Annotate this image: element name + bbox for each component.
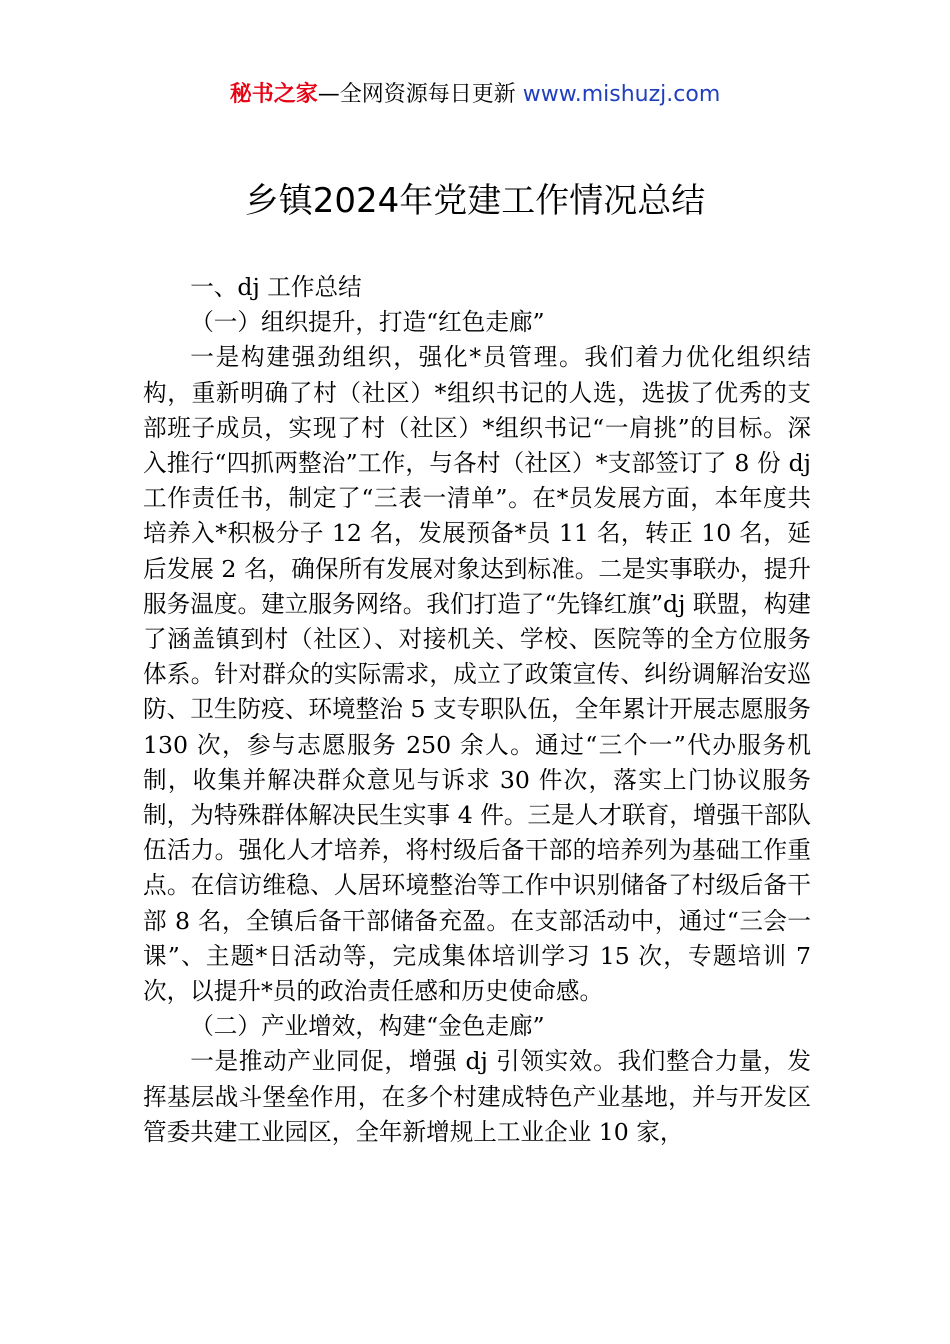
paragraph-2: 一是推动产业同促，增强 dj 引领实效。我们整合力量，发挥基层战斗堡垒作用，在多个村建成特色产业基地，并与开发区管委共建工业园区，全年新增规上工业企业 10 家， xyxy=(143,1047,811,1146)
paragraph-1: 一是构建强劲组织，强化*员管理。我们着力优化组织结构，重新明确了村（社区）*组织书记的人选，选拔了优秀的支部班子成员，实现了村（社区）*组织书记“一肩挑”的目标。深入推行“四抓两整治”工作，与各村（社区）*支部签订了 8 份 dj 工作责任书，制定了“三表一清单”。在*员发展方面，本年度共培养入*积极分子 12 名，发展预备*员 11 名，转正 10 名，延后发展 2 名，确保所有发展对象达到标准。二是实事联办，提升服务温度。建立服务网络。我们打造了“先锋红旗”dj 联盟，构建了涵盖镇到村（社区）、对接机关、学校、医院等的全方位服务体系。针对群众的实际需求，成立了政策宣传、纠纷调解治安巡防、卫生防疫、环境整治 5 支专职队伍，全年累计开展志愿服务 130 次，参与志愿服务 250 余人。通过“三个一”代办服务机制，收集并解决群众意见与诉求 30 件次，落实上门协议服务制，为特殊群体解决民生实事 4 件。三是人才联育，增强干部队伍活力。强化人才培养，将村级后备干部的培养列为基础工作重点。在信访维稳、人居环境整治等工作中识别储备了村级后备干部 8 名，全镇后备干部储备充盈。在支部活动中，通过“三会一课”、主题*日活动等，完成集体培训学习 15 次，专题培训 7 次，以提升*员的政治责任感和历史使命感。 xyxy=(143,343,811,1006)
site-banner xyxy=(0,78,950,112)
section-heading-1: 一、dj 工作总结 xyxy=(190,273,362,301)
document-title: 乡镇2024年党建工作情况总结 xyxy=(244,181,706,221)
site-brand: 秘书之家 xyxy=(229,82,318,107)
site-slogan: —全网资源每日更新 xyxy=(317,82,516,107)
subsection-heading-1: （一）组织提升，打造“红色走廊” xyxy=(190,308,545,337)
document-body xyxy=(143,270,811,1150)
subsection-heading-2: （二）产业增效，构建“金色走廊” xyxy=(190,1012,545,1041)
site-url-link[interactable]: www.mishuzj.com xyxy=(522,82,721,107)
